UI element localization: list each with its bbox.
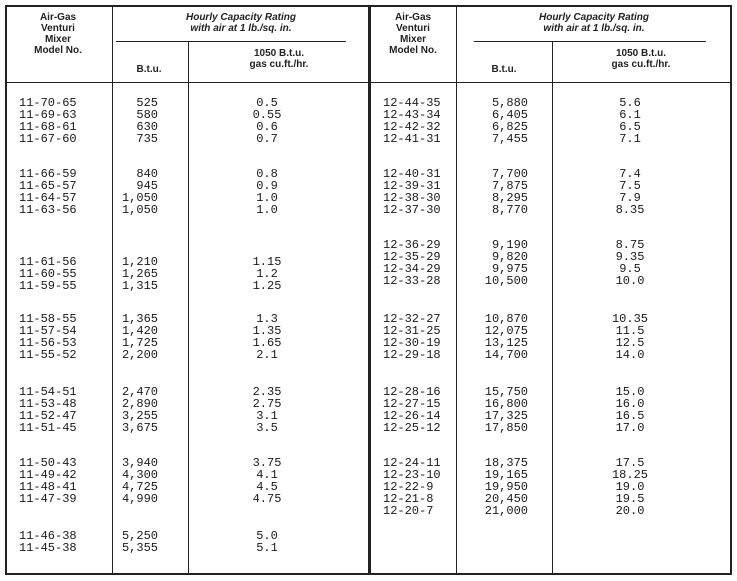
gas-cuft-value: 9.35	[615, 250, 645, 265]
gas-cuft-value: 1.3	[256, 312, 278, 326]
model-number: 12-42-32	[383, 120, 441, 135]
gas-cuft-value: 7.9	[619, 191, 641, 206]
column-divider-right-mid	[552, 42, 553, 573]
btu-value: 14,700	[484, 348, 528, 363]
gas-cuft-value: 0.8	[256, 167, 278, 181]
btu-value: 7,875	[491, 179, 528, 194]
model-number: 12-40-31	[383, 167, 441, 181]
model-number: 12-39-31	[383, 179, 441, 194]
gas-cuft-value: 19.0	[615, 480, 645, 495]
btu-value: 17,850	[484, 421, 528, 436]
btu-value: 2,470	[121, 385, 158, 399]
model-number: 11-47-39	[19, 492, 77, 507]
model-number: 12-27-15	[383, 397, 441, 412]
gas-cuft-value: 7.4	[619, 167, 641, 181]
gas-cuft-value: 10.35	[611, 312, 648, 326]
header-subrule-left	[116, 41, 346, 42]
gas-cuft-value: 0.9	[256, 179, 278, 194]
model-number: 11-57-54	[19, 324, 77, 339]
btu-value: 2,200	[121, 348, 158, 363]
gas-cuft-value: 0.5	[256, 96, 278, 110]
btu-value: 2,890	[121, 397, 158, 412]
btu-value: 630	[136, 120, 158, 135]
model-number: 11-64-57	[19, 191, 77, 206]
capacity-header-left: Hourly Capacity Rating with air at 1 lb./sq. in.	[185, 12, 297, 34]
model-number: 11-66-59	[19, 167, 77, 181]
gas-cuft-value: 6.1	[619, 108, 641, 123]
gas-cuft-value: 16.0	[615, 397, 645, 412]
gas-cuft-value: 20.0	[615, 504, 645, 519]
btu-value: 9,820	[491, 250, 528, 265]
model-number: 11-50-43	[19, 456, 77, 470]
model-number: 11-65-57	[19, 179, 77, 194]
model-number: 12-23-10	[383, 468, 441, 483]
btu-value: 4,725	[121, 480, 158, 495]
model-number: 12-20-7	[383, 504, 434, 519]
gas-cuft-value: 5.1	[256, 541, 278, 556]
gas-cuft-value: 1.35	[252, 324, 282, 339]
btu-value: 8,770	[491, 203, 528, 218]
btu-value: 18,375	[484, 456, 528, 470]
btu-value: 20,450	[484, 492, 528, 507]
model-number: 12-30-19	[383, 336, 441, 351]
gas-cuft-value: 16.5	[615, 409, 645, 424]
model-number: 12-28-16	[383, 385, 441, 399]
gas-cuft-value: 2.1	[256, 348, 278, 363]
gas-cuft-value: 5.0	[256, 529, 278, 543]
gas-cuft-value: 8.75	[615, 238, 645, 252]
model-number: 12-32-27	[383, 312, 441, 326]
gas-cuft-value: 2.75	[252, 397, 282, 412]
gas-cuft-value: 1.0	[256, 203, 278, 218]
model-number: 11-52-47	[19, 409, 77, 424]
btu-value: 4,990	[121, 492, 158, 507]
model-number: 12-31-25	[383, 324, 441, 339]
gas-cuft-value: 14.0	[615, 348, 645, 363]
gas-cuft-value: 3.1	[256, 409, 278, 424]
btu-value: 4,300	[121, 468, 158, 483]
gas-cuft-value: 19.5	[615, 492, 645, 507]
model-number: 11-61-56	[19, 255, 77, 269]
gas-cuft-value: 10.0	[615, 274, 645, 289]
btu-value: 17,325	[484, 409, 528, 424]
btu-header-right: B.t.u.	[491, 64, 517, 75]
gas-cuft-value: 1.15	[252, 255, 282, 269]
model-number: 11-59-55	[19, 279, 77, 294]
btu-value: 7,455	[491, 132, 528, 147]
gas-cuft-value: 1.65	[252, 336, 282, 351]
gas-cuft-value: 1.2	[256, 267, 278, 282]
gas-cuft-value: 0.55	[252, 108, 282, 123]
column-divider-center	[368, 7, 371, 573]
header-bottom-rule	[7, 82, 730, 83]
btu-value: 10,870	[484, 312, 528, 326]
model-number: 12-25-12	[383, 421, 441, 436]
btu-value: 1,210	[121, 255, 158, 269]
btu-value: 1,315	[121, 279, 158, 294]
gas-cuft-value: 4.5	[256, 480, 278, 495]
gas-cuft-value: 17.5	[615, 456, 645, 470]
gas-cuft-value: 12.5	[615, 336, 645, 351]
btu-value: 9,190	[491, 238, 528, 252]
model-number: 12-43-34	[383, 108, 441, 123]
btu-value: 5,250	[121, 529, 158, 543]
gas-header-right: 1050 B.t.u. gas cu.ft./hr.	[611, 48, 671, 70]
btu-header-left: B.t.u.	[136, 64, 162, 75]
model-number: 12-22-9	[383, 480, 434, 495]
gas-cuft-value: 3.5	[256, 421, 278, 436]
btu-value: 19,165	[484, 468, 528, 483]
model-header-right: Air-Gas Venturi Mixer Model No.	[389, 12, 437, 56]
gas-cuft-value: 18.25	[611, 468, 648, 483]
model-number: 12-29-18	[383, 348, 441, 363]
btu-value: 6,405	[491, 108, 528, 123]
btu-value: 1,265	[121, 267, 158, 282]
model-number: 11-45-38	[19, 541, 77, 556]
gas-cuft-value: 8.35	[615, 203, 645, 218]
gas-cuft-value: 0.6	[256, 120, 278, 135]
model-number: 12-36-29	[383, 238, 441, 252]
model-header-left: Air-Gas Venturi Mixer Model No.	[34, 12, 82, 56]
model-number: 11-54-51	[19, 385, 77, 399]
gas-cuft-value: 4.75	[252, 492, 282, 507]
model-number: 11-55-52	[19, 348, 77, 363]
gas-cuft-value: 4.1	[256, 468, 278, 483]
gas-cuft-value: 6.5	[619, 120, 641, 135]
column-divider-left-mid	[188, 42, 189, 573]
model-number: 12-41-31	[383, 132, 441, 147]
gas-cuft-value: 15.0	[615, 385, 645, 399]
btu-value: 10,500	[484, 274, 528, 289]
gas-cuft-value: 2.35	[252, 385, 282, 399]
model-number: 12-37-30	[383, 203, 441, 218]
gas-cuft-value: 5.6	[619, 96, 641, 110]
capacity-header-right: Hourly Capacity Rating with air at 1 lb./sq. in.	[538, 12, 650, 34]
btu-value: 1,050	[121, 191, 158, 206]
gas-cuft-value: 7.5	[619, 179, 641, 194]
model-number: 11-68-61	[19, 120, 77, 135]
btu-value: 9,975	[491, 262, 528, 277]
gas-cuft-value: 17.0	[615, 421, 645, 436]
header-subrule-right	[474, 41, 706, 42]
model-number: 11-53-48	[19, 397, 77, 412]
model-number: 11-58-55	[19, 312, 77, 326]
btu-value: 580	[136, 108, 158, 123]
gas-cuft-value: 3.75	[252, 456, 282, 470]
model-number: 12-35-29	[383, 250, 441, 265]
gas-cuft-value: 0.7	[256, 132, 278, 147]
model-number: 12-38-30	[383, 191, 441, 206]
btu-value: 735	[136, 132, 158, 147]
model-number: 11-56-53	[19, 336, 77, 351]
btu-value: 840	[136, 167, 158, 181]
model-number: 12-33-28	[383, 274, 441, 289]
btu-value: 19,950	[484, 480, 528, 495]
btu-value: 525	[136, 96, 158, 110]
btu-value: 21,000	[484, 504, 528, 519]
btu-value: 12,075	[484, 324, 528, 339]
model-number: 11-48-41	[19, 480, 77, 495]
model-number: 11-46-38	[19, 529, 77, 543]
btu-value: 3,940	[121, 456, 158, 470]
model-number: 12-34-29	[383, 262, 441, 277]
btu-value: 6,825	[491, 120, 528, 135]
btu-value: 1,725	[121, 336, 158, 351]
gas-cuft-value: 1.0	[256, 191, 278, 206]
btu-value: 1,365	[121, 312, 158, 326]
btu-value: 15,750	[484, 385, 528, 399]
model-number: 11-49-42	[19, 468, 77, 483]
gas-cuft-value: 11.5	[615, 324, 645, 339]
btu-value: 5,880	[491, 96, 528, 110]
btu-value: 7,700	[491, 167, 528, 181]
btu-value: 3,255	[121, 409, 158, 424]
gas-header-left: 1050 B.t.u. gas cu.ft./hr.	[249, 48, 309, 70]
btu-value: 16,800	[484, 397, 528, 412]
btu-value: 13,125	[484, 336, 528, 351]
model-number: 11-60-55	[19, 267, 77, 282]
model-number: 11-51-45	[19, 421, 77, 436]
btu-value: 1,050	[121, 203, 158, 218]
gas-cuft-value: 9.5	[619, 262, 641, 277]
model-number: 11-67-60	[19, 132, 77, 147]
gas-cuft-value: 7.1	[619, 132, 641, 147]
model-number: 12-24-11	[383, 456, 441, 470]
model-number: 11-63-56	[19, 203, 77, 218]
btu-value: 5,355	[121, 541, 158, 556]
btu-value: 1,420	[121, 324, 158, 339]
model-number: 12-26-14	[383, 409, 441, 424]
btu-value: 3,675	[121, 421, 158, 436]
model-number: 11-69-63	[19, 108, 77, 123]
btu-value: 945	[136, 179, 158, 194]
btu-value: 8,295	[491, 191, 528, 206]
gas-cuft-value: 1.25	[252, 279, 282, 294]
model-number: 11-70-65	[19, 96, 77, 110]
model-number: 12-44-35	[383, 96, 441, 110]
model-number: 12-21-8	[383, 492, 434, 507]
